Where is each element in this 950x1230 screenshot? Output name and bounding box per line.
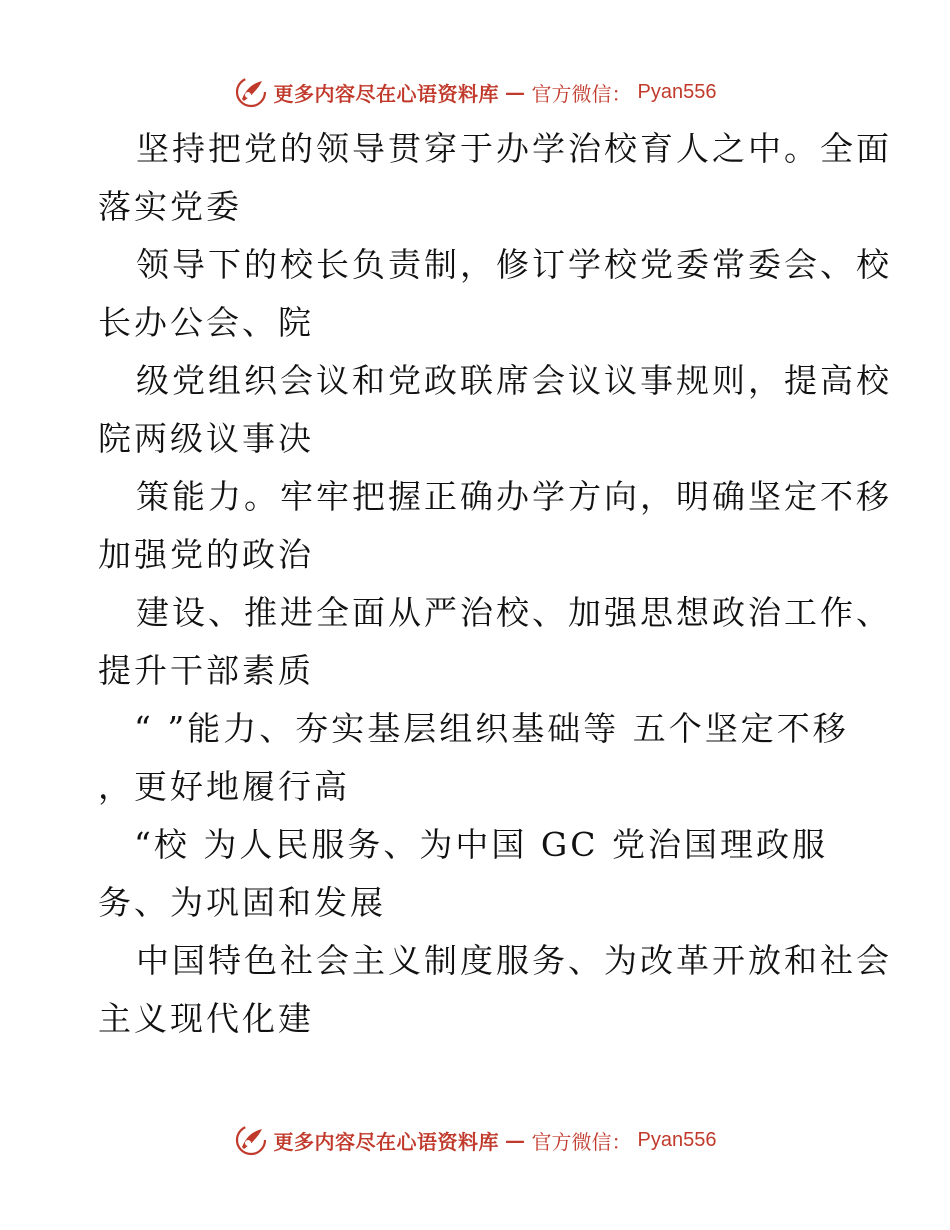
body-line: 建设、推进全面从严治校、加强思想政治工作、 [136,593,892,632]
body-line: “ ”能力、夯实基层组织基础等 五个坚定不移 [134,709,849,748]
banner-dash: — [505,80,526,104]
body-line: ，更好地履行高 [98,767,350,806]
body-line: 领导下的校长负责制，修订学校党委常委会、校 [136,245,892,284]
body-line: 长办公会、院 [98,303,314,342]
body-line: 主义现代化建 [98,999,314,1038]
leaf-swoosh-logo-icon [234,1123,268,1157]
body-line: 提升干部素质 [98,651,314,690]
document-body [98,120,892,1048]
banner-slogan: 更多内容尽在心语资料库 [273,1129,500,1154]
leaf-swoosh-logo-icon [234,75,268,109]
banner-wechat-id: Pyan556 [637,1128,717,1151]
body-line: “校 为人民服务、为中国 GC 党治国理政服 [134,825,828,864]
banner-wechat-label: 官方微信： [531,1129,632,1154]
footer-watermark-banner [0,1120,950,1160]
banner-wechat-label: 官方微信： [531,81,632,106]
body-line: 落实党委 [98,187,242,226]
banner-wechat-id: Pyan556 [637,80,717,103]
body-line: 级党组织会议和党政联席会议议事规则，提高校 [136,361,892,400]
body-line: 坚持把党的领导贯穿于办学治校育人之中。全面 [136,129,892,168]
header-watermark-banner [0,72,950,112]
banner-slogan: 更多内容尽在心语资料库 [273,81,500,106]
body-line: 务、为巩固和发展 [98,883,386,922]
body-line: 院两级议事决 [98,419,314,458]
body-line: 策能力。牢牢把握正确办学方向，明确坚定不移 [136,477,892,516]
banner-dash: — [505,1128,526,1152]
body-line: 中国特色社会主义制度服务、为改革开放和社会 [136,941,892,980]
body-line: 加强党的政治 [98,535,314,574]
